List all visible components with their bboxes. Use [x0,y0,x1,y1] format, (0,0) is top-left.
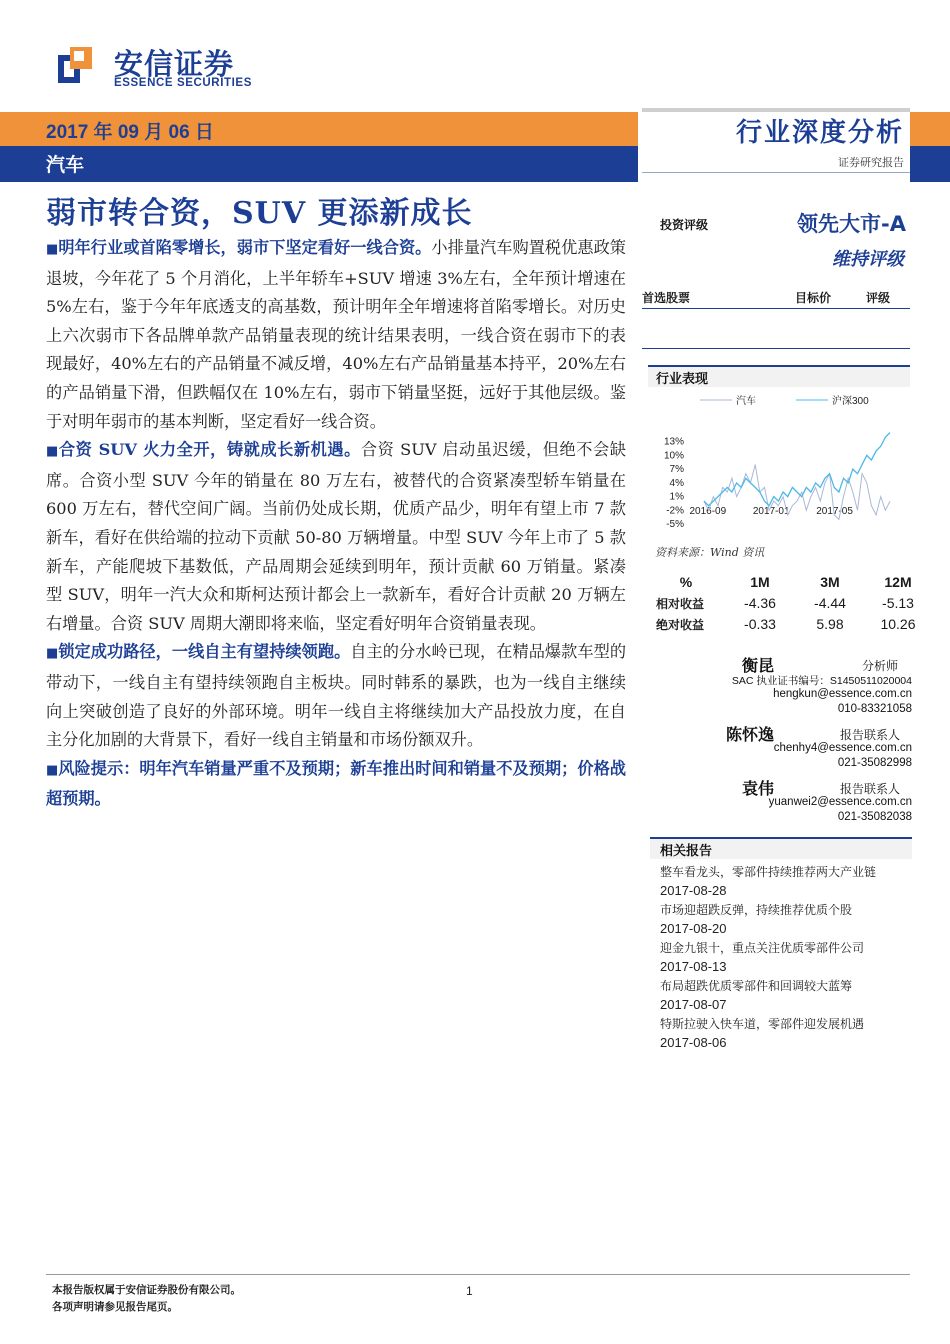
contact-name: 陈怀逸 [726,725,775,744]
contact-email[interactable]: chenhy4@essence.com.cn [773,742,912,754]
list-item[interactable] [660,940,910,976]
report-type: 行业深度分析 [735,118,904,148]
chart-source: 资料来源：Wind 资讯 [655,546,765,559]
paragraph-4 [46,755,626,814]
y-tick-label: 4% [669,477,684,489]
bullet-icon: ■ [46,242,59,257]
performance-table [650,574,916,644]
cell: 5.98 [816,616,844,632]
rating-action: 维持评级 [832,249,904,270]
sector-label: 汽车 [46,154,85,176]
related-report-date: 2017-08-20 [660,920,727,936]
related-report-title: 市场迎超跌反弹，持续推荐优质个股 [660,903,853,917]
analyst-role: 分析师 [862,659,899,673]
perf-header-3m: 3M [820,574,840,590]
report-title: 弱市转合资，SUV 更添新成长 [46,196,473,231]
report-date: 2017 年 09 月 06 日 [46,122,214,143]
related-report-title: 特斯拉驶入快车道，零部件迎发展机遇 [660,1017,865,1031]
cell: -4.44 [814,595,846,611]
y-tick-label: -5% [666,519,684,530]
y-tick-label: -2% [666,505,684,517]
contact-role: 报告联系人 [840,728,901,742]
risk-warning: 风险提示：明年汽车销量严重不及预期；新车推出时间和销量不及预期；价格战超预期。 [46,758,626,809]
list-item[interactable] [660,1016,910,1052]
sector-banner [0,146,638,182]
contact-phone: 021-35082038 [837,811,912,823]
cell: -0.33 [744,616,776,632]
y-tick-label: 7% [669,464,684,476]
list-item[interactable] [660,978,910,1014]
footer-rule [46,1274,910,1275]
paragraph-3-text: 自主的分水岭已现，在精品爆款车型的带动下，一线自主有望持续领跑自主板块。同时韩系的暴跌，也为一线自主继续向上突破创造了良好的外部环境。明年一线自主将继续加大产品投放力度，在自主分化加剧的大背景下，看好一线自主销量和市场份额双升。 [46,642,627,750]
bullet-icon: ■ [46,762,59,778]
stock-header-target: 目标价 [795,291,832,305]
footer-disclaimer: 各项声明请参见报告尾页。 [52,1301,178,1313]
rating-value: 领先大市-A [797,212,906,236]
related-report-title: 整车看龙头，零部件持续推荐两大产业链 [660,865,877,879]
paragraph-1-text: 小排量汽车购置税优惠政策退坡，今年花了 5 个月消化，上半年轿车+SUV 增速 3%左右，全年预计增速在 5%左右，鉴于今年年底透支的高基数，预计明年全年增速将首陷零增长。对历史上六次弱市下各品牌单款产品销量表现的统计结果表明，一线合资在弱市下的表现最好，40%左右的产品销量不减反增，40%左右产品销量基本持平，20%左右的产品销量下滑，但跌幅仅在 10%左右，弱市下销量坚挺，远好于其他层级。鉴于对明年弱市的基本判断，坚定看好一线合资。 [46,238,626,431]
paragraph-1 [46,234,626,436]
y-tick-label: 10% [663,450,684,462]
related-report-date: 2017-08-07 [660,996,727,1012]
report-body [46,234,626,814]
brand-name-en: ESSENCE SECURITIES [114,77,252,89]
legend-label-index: 沪深300 [832,396,869,407]
page-number: 1 [466,1284,473,1298]
logo-mark-icon [52,41,100,89]
contact-email[interactable]: yuanwei2@essence.com.cn [768,796,912,808]
paragraph-3 [46,638,626,754]
table-row [650,595,914,616]
contact-role: 报告联系人 [840,782,901,796]
contact-phone: 021-35082998 [837,757,912,769]
x-tick-label: 2016-09 [689,506,727,517]
table-row [650,616,916,637]
stock-header-rating: 评级 [866,291,891,305]
sector-banner-right [910,146,950,182]
paragraph-2-text: 合资 SUV 启动虽迟缓，但绝不会缺席。合资小型 SUV 今年的销量在 80 万左右，被替代的合资紧凑型轿车销量在 600 万左右，替代空间广阔。当前仍处成长期，优质产品少，明年有望上市 7 款新车，看好在供给端的拉动下贡献 50-80 万辆增量。中型 SUV 今年上市了 5 款新车，产能爬坡下基数低，产品周期会延续到明年，预计贡献 60 万销量。紧凑型 SUV，明年一汽大众和斯柯达预计都会上一款新车，看好合计贡献 20 万辆左右增量。合资 SUV 周期大潮即将来临，坚定看好明年合资销量表现。 [46,440,626,633]
analyst-sac: SAC 执业证书编号：S1450511020004 [731,675,912,687]
report-type-underline [642,172,910,173]
stock-picks-rule [642,348,910,349]
related-report-date: 2017-08-06 [660,1034,727,1050]
performance-chart [650,390,912,540]
cell: 10.26 [880,616,916,632]
row-label: 相对收益 [656,597,705,611]
report-subtype: 证券研究报告 [838,156,904,169]
analyst-email[interactable]: hengkun@essence.com.cn [773,688,912,700]
footer-copyright: 本报告版权属于安信证券股份有限公司。 [52,1284,241,1296]
cell: -5.13 [882,595,914,611]
related-report-title: 迎金九银十，重点关注优质零部件公司 [660,941,865,955]
list-item[interactable] [660,902,910,938]
paragraph-2-lead: 合资 SUV 火力全开，铸就成长新机遇。 [58,440,361,460]
related-report-title: 布局超跌优质零部件和回调较大蓝筹 [660,979,853,993]
series-line-index [704,433,890,506]
x-tick-label: 2017-05 [816,506,853,517]
related-report-date: 2017-08-28 [660,882,727,898]
perf-title: 行业表现 [656,372,709,387]
y-tick-label: 13% [663,436,684,448]
contact-name: 袁伟 [742,779,775,798]
perf-header-12m: 12M [884,574,912,590]
date-banner-right [910,112,950,146]
stock-header-name: 首选股票 [642,291,691,305]
cell: -4.36 [744,595,776,611]
paragraph-3-lead: 锁定成功路径，一线自主有望持续领跑。 [58,642,351,662]
row-label: 绝对收益 [656,618,705,632]
analyst-name: 衡昆 [742,656,775,675]
related-reports [660,864,910,1054]
legend-label-auto: 汽车 [736,396,756,407]
related-title: 相关报告 [660,844,713,859]
bullet-icon: ■ [46,646,59,662]
brand-name-cn: 安信证券 [114,47,235,81]
perf-table-header [650,574,910,595]
related-report-date: 2017-08-13 [660,958,727,974]
x-tick-label: 2017-01 [752,506,790,517]
y-tick-label: 1% [669,491,684,503]
analyst-phone: 010-83321058 [837,703,912,715]
list-item[interactable] [660,864,910,900]
rating-label: 投资评级 [660,218,709,232]
paragraph-1-lead: 明年行业或首陷零增长，弱市下坚定看好一线合资。 [58,238,432,257]
bullet-icon: ■ [46,444,59,460]
paragraph-2 [46,436,626,638]
perf-header-1m: 1M [750,574,770,590]
perf-header-unit: % [679,574,693,590]
